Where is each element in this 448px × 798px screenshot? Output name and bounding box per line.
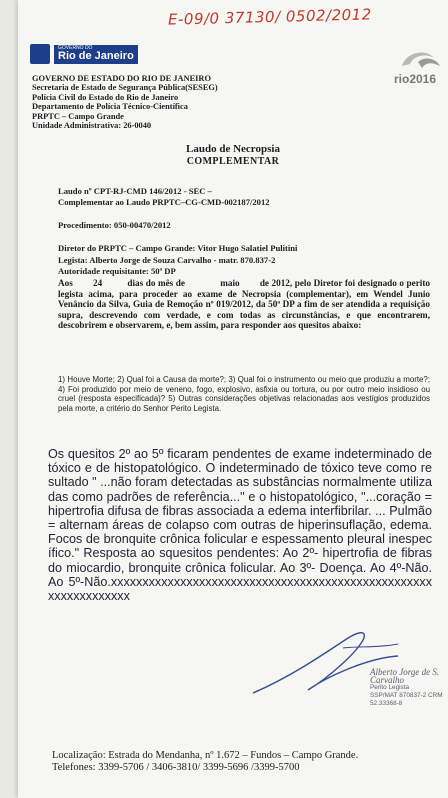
typed-response: Os quesitos 2º ao 5º ficaram pendentes de exame indeterminado de tóxico e de histopatológico. O indeterminado de tóxico teve como resultado " ...não foram detectadas as substâncias normalmente utilizadas como padrões de referência..." e o histopatológico, "...coração = hipertrofia difusa de fibras associada a edema interfibrilar. ... Pulmão = alternam áreas de colapso com outras de hiperinsuflação, edema. Focos de bronquite crônica folicular e espessamento pleural inespecífico." Resposta ao squesitos pendentes: Ao 2º- hipertrofia de fibras do miocardio, bronquite crônica folicular. Ao 3º- Doença. Ao 4º-Não. Ao 5º-Não.xxxxxxxxxxxxxxxxxxxxxxxxxxxxxxxxxxxxxxxxxxxxxxxxxxxxxxxxxxxxxxxx	[48, 447, 432, 604]
document-title: Laudo de Necropsia	[186, 143, 280, 155]
stamp-registration: SSP/MAT 870837-2 CRM 52.33368-8	[370, 692, 443, 707]
header-line: Unidade Administrativa: 26-0040	[32, 121, 152, 131]
examiner-stamp	[370, 668, 448, 708]
stamp-role: Perito Legista	[370, 684, 410, 691]
stamp-name: Alberto Jorge de S. Carvalho	[370, 667, 440, 685]
handwritten-annotation: E-09/0 37130/ 0502/2012	[167, 5, 372, 29]
quesitos-list: 1) Houve Morte; 2) Qual foi a Causa da morte?; 3) Qual foi o instrumento ou meio que produziu a morte?; 4) Foi produzido por meio de veneno, fogo, explosivo, asfixia ou tortura, ou por outro meio insidioso ou cruel (resposta especificada)? 5) Outras considerações objetivas relacionadas aos vestígios produzidos pela morte, a critério do Senhor Perito Legista.	[58, 375, 430, 414]
complement-reference: Complementar ao Laudo PRPTC–CG-CMD-002187/2012	[58, 197, 270, 207]
procedimento: Procedimento: 050-00470/2012	[58, 220, 171, 230]
legista: Legista: Alberto Jorge de Souza Carvalho - matr. 870.837-2	[58, 255, 276, 265]
governo-rio-logo	[30, 44, 138, 64]
header-line: GOVERNO DE ESTADO DO RIO DE JANEIRO	[32, 74, 211, 83]
document-subtitle: COMPLEMENTAR	[186, 156, 280, 167]
header-line: Departamento de Polícia Técnico-Científica	[32, 102, 188, 112]
rio2016-logo	[388, 44, 448, 84]
footer-location: Localização: Estrada do Mendanha, nº 1.672 – Fundos – Campo Grande.	[52, 750, 359, 761]
diretor: Diretor do PRPTC – Campo Grande: Vitor Hugo Salatiel Pulitini	[58, 243, 298, 253]
document-page	[18, 0, 448, 798]
laudo-number: Laudo nº CPT-RJ-CMD 146/2012 - SEC –	[58, 186, 212, 196]
header-line: Polícia Civil do Estado do Rio de Janeiro	[32, 92, 179, 102]
date-clause: Aos 24 dias do mês de maio de 2012,	[58, 278, 295, 288]
footer-phones: Telefones: 3399-5706 / 3406-3810/ 3399-5696 /3399-5700	[52, 762, 300, 774]
header-line: PRPTC – Campo Grande	[32, 111, 124, 121]
rio2016-text: rio2016	[394, 72, 437, 86]
autoridade: Autoridade requisitante: 50ª DP	[58, 266, 176, 276]
coat-of-arms-icon	[30, 44, 50, 64]
logo-line-1: GOVERNO DO	[58, 44, 93, 51]
header-line: Secretaria de Estado de Segurança Pública(SESEG)	[32, 83, 218, 93]
institution-header	[32, 74, 218, 130]
main-paragraph: Aos 24 dias do mês de maio de 2012, pelo Diretor foi designado o perito legista acima, para proceder ao exame de Necropsia (complementar), em Wendel Junio Venâncio da Silva, Guia de Remoção nº 019/2012, da 50ª DP a fim de ser atendida a requisição supra, descrevendo com verdade, e com todas as circunstâncias, e que encontrarem, descobrirem e observarem, e, bem assim, para responder aos quesitos abaixo:	[58, 278, 430, 331]
footer-address	[52, 750, 358, 775]
logo-line-2: Rio de Janeiro	[58, 49, 134, 62]
